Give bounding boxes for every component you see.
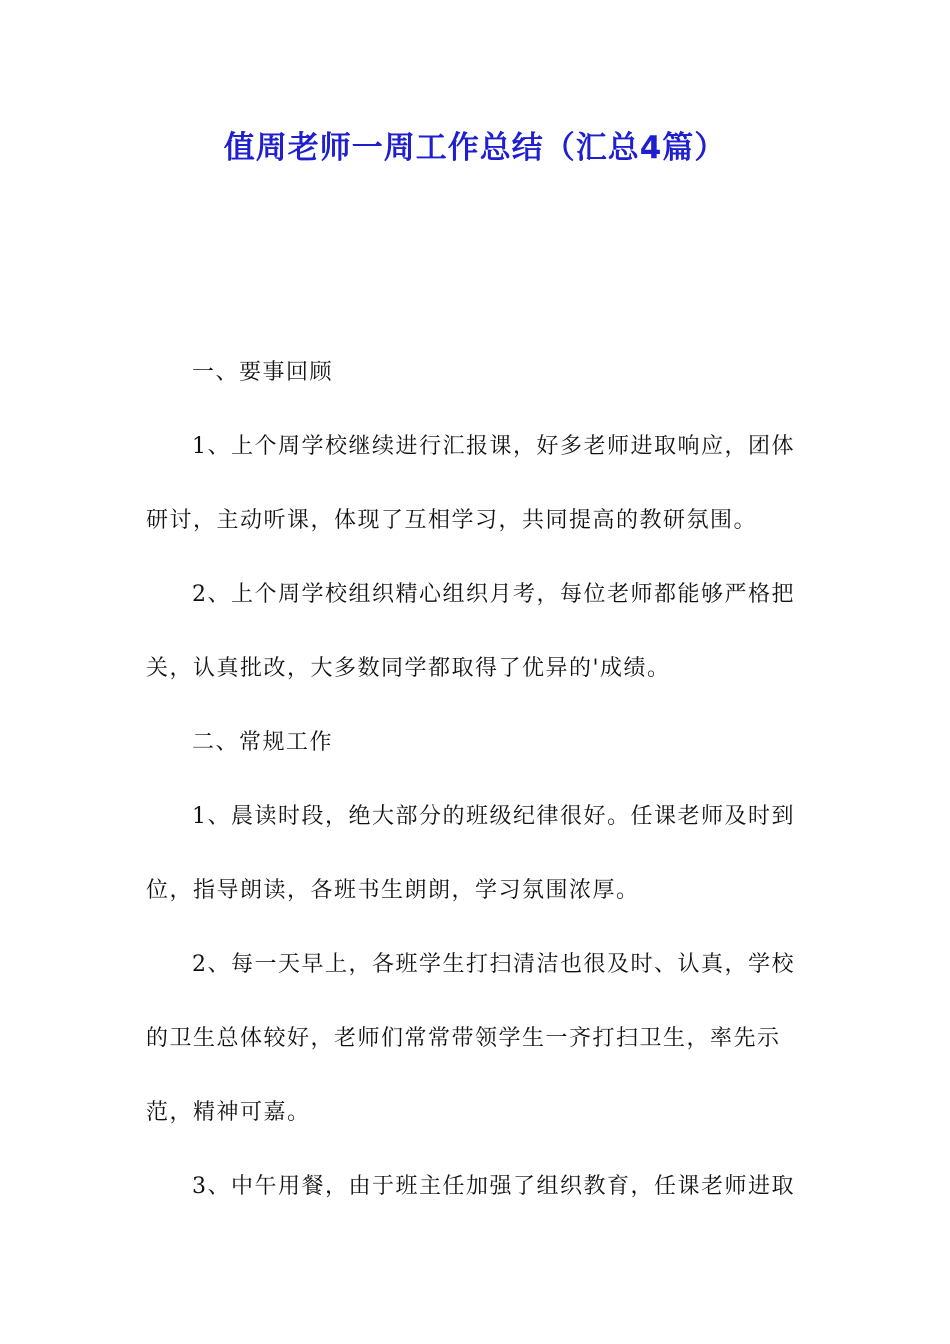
- paragraph-review-2: 2、上个周学校组织精心组织月考，每位老师都能够严格把关，认真批改，大多数同学都取得了优异的'成绩。: [146, 582, 795, 681]
- paragraph-routine-3: 3、中午用餐，由于班主任加强了组织教育，任课老师进取: [192, 1174, 795, 1199]
- section-heading-review: 一、要事回顾: [192, 360, 334, 385]
- paragraph-review-1: 1、上个周学校继续进行汇报课，好多老师进取响应，团体研讨，主动听课，体现了互相学习，共同提高的教研氛围。: [146, 434, 795, 533]
- document-body: [146, 336, 810, 1224]
- paragraph-routine-1: 1、晨读时段，绝大部分的班级纪律很好。任课老师及时到位，指导朗读，各班书生朗朗，学习氛围浓厚。: [146, 804, 795, 903]
- paragraph-routine-2: 2、每一天早上，各班学生打扫清洁也很及时、认真，学校的卫生总体较好，老师们常常带领学生一齐打扫卫生，率先示范，精神可嘉。: [146, 952, 795, 1125]
- document-title: 值周老师一周工作总结（汇总4篇）: [223, 130, 727, 166]
- section-heading-routine: 二、常规工作: [192, 730, 334, 755]
